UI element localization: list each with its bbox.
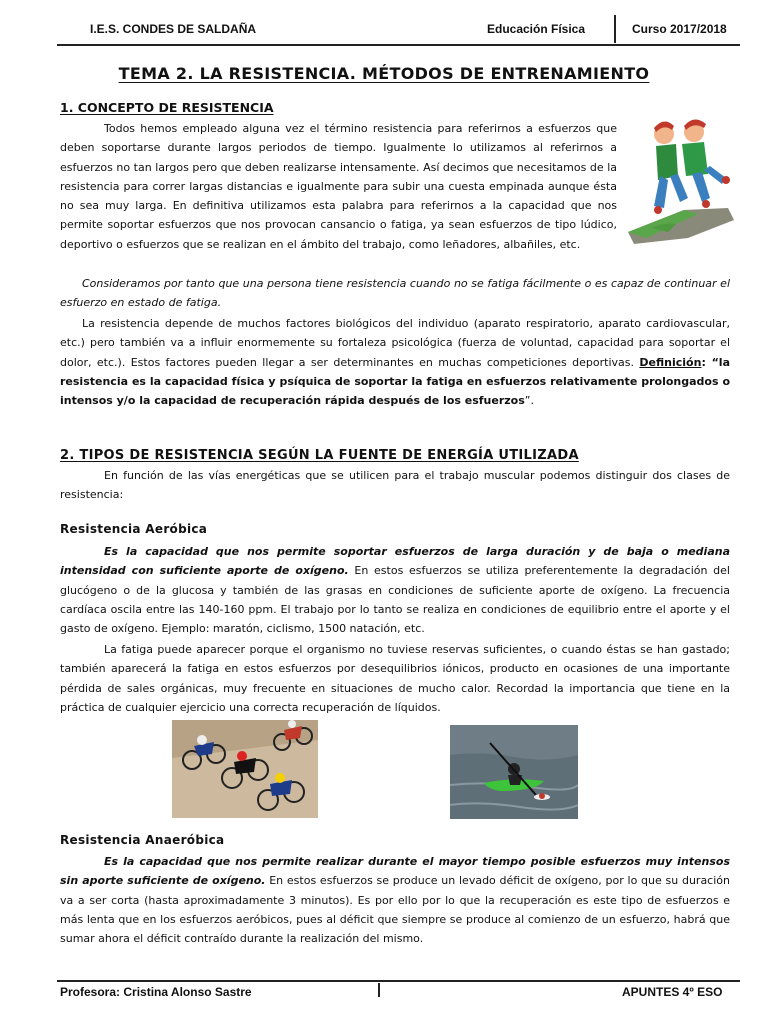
page-title: TEMA 2. LA RESISTENCIA. MÉTODOS DE ENTRENAMIENTO: [118, 64, 650, 83]
footer-rule: [57, 980, 740, 982]
definition-separator: :: [701, 355, 712, 369]
anaerobic-text: En estos esfuerzos se produce un levado déficit de oxígeno, por lo que su duración va a ser corta (hasta aproximadamente 3 minutos). Es por ello por lo que la recuperación es este tipo de esfuerzos e más lenta que en los esfuerzos aeróbicos, pues al déficit que siempre se produce al comienzo de un esfuerzo, habrá que sumar ahora el déficit contraído durante la realización del mismo.: [60, 874, 730, 946]
section1-paragraph2: Consideramos por tanto que una persona tiene resistencia cuando no se fatiga fácilmente o es capaz de continuar el esfuerzo en estado de fatiga.: [60, 277, 730, 310]
cycling-photo: [172, 720, 318, 818]
definition-label: Definición: [639, 355, 702, 369]
footer-teacher: Profesora: Cristina Alonso Sastre: [60, 985, 252, 999]
aerobic-text: En estos esfuerzos se utiliza preferentemente la degradación del glucógeno o de la glucosa y también de las grasas en condiciones de suficiente aporte de oxígeno. La frecuencia cardíaca oscila entre las 140-160 ppm. El trabajo por lo tanto se realiza en condiciones de equilibrio entre el aporte y el gasto de oxígeno. Ejemplo: maratón, ciclismo, 1500 natación, etc.: [60, 564, 730, 636]
header-subject: Educación Física: [487, 22, 586, 36]
definition-text: “la resistencia es la capacidad física y psíquica de soportar la fatiga en esfuerzos relativamente prolongados o intensos y/o la capacidad de recuperación rápida después de los esfuerzos: [60, 355, 730, 408]
section1-paragraph1: Todos hemos empleado alguna vez el término resistencia para referirnos a esfuerzos que deben soportarse durante largos periodos de tiempo. Igualmente lo utilizamos al referirnos a esfuerzos no tan largos pero que deben realizarse intensamente. Así decimos que necesitamos de la resistencia para correr largas distancias e igualmente para subir una cuesta empinada aunque ésta no sea muy larga. En definitiva utilizamos esta palabra para referirnos a la capacidad que nos permite soportar esfuerzos que nos provocan cansancio o fatiga, ya sean esfuerzos de tipo lúdico, deportivo o esfuerzos que se realizan en el ámbito del trabajo, como leñadores, albañiles, etc.: [60, 122, 617, 251]
footer-level: APUNTES 4º ESO: [622, 985, 723, 999]
section1-paragraph3-text: La resistencia depende de muchos factores biológicos del individuo (aparato respiratorio, aparato cardiovascular, etc.) pero también va a influir enormemente su fortaleza psicológica (fuerza de voluntad, capacidad para soportar el dolor, etc.). Estos factores pueden llegar a ser determinantes en muchas competiciones deportivas.: [60, 317, 730, 369]
kayak-photo: [450, 725, 578, 819]
footer-divider: [378, 983, 380, 997]
definition-end: ”.: [524, 394, 534, 408]
header-rule: [57, 44, 740, 46]
anaerobic-paragraph: [60, 852, 730, 948]
aerobic-definition: Es la capacidad que nos permite soportar esfuerzos de larga duración y de baja o mediana intensidad con suficiente aporte de oxígeno.: [60, 545, 730, 578]
header-school: I.E.S. CONDES DE SALDAÑA: [90, 22, 257, 36]
anaerobic-definition: Es la capacidad que nos permite realizar durante el mayor tiempo posible esfuerzos muy intensos sin aporte suficiente de oxígeno.: [60, 855, 730, 888]
aerobic-heading: Resistencia Aeróbica: [60, 522, 208, 536]
header-course: Curso 2017/2018: [632, 22, 727, 36]
header-divider: [614, 15, 616, 43]
section2-intro: En función de las vías energéticas que se utilicen para el trabajo muscular podemos distinguir dos clases de resistencia:: [60, 469, 730, 502]
section2-heading: 2. TIPOS DE RESISTENCIA SEGÚN LA FUENTE DE ENERGÍA UTILIZADA: [60, 448, 579, 463]
aerobic-paragraph2: La fatiga puede aparecer porque el organismo no tuviese reservas suficientes, o cuando éstas se han gastado; también aparecerá la fatiga en estos esfuerzos por desequilibrios iónicos, producto en ocasiones de una importante pérdida de sales orgánicas, muy frecuente en situaciones de mucho calor. Recordad la importancia que tiene en la práctica de cualquier ejercicio una correcta recuperación de líquidos.: [60, 643, 730, 714]
section1-heading: 1. CONCEPTO DE RESISTENCIA: [60, 100, 274, 115]
runners-illustration: [624, 110, 736, 250]
anaerobic-heading: Resistencia Anaeróbica: [60, 833, 225, 847]
section1-paragraph3: [60, 314, 730, 410]
aerobic-paragraph1: [60, 542, 730, 638]
